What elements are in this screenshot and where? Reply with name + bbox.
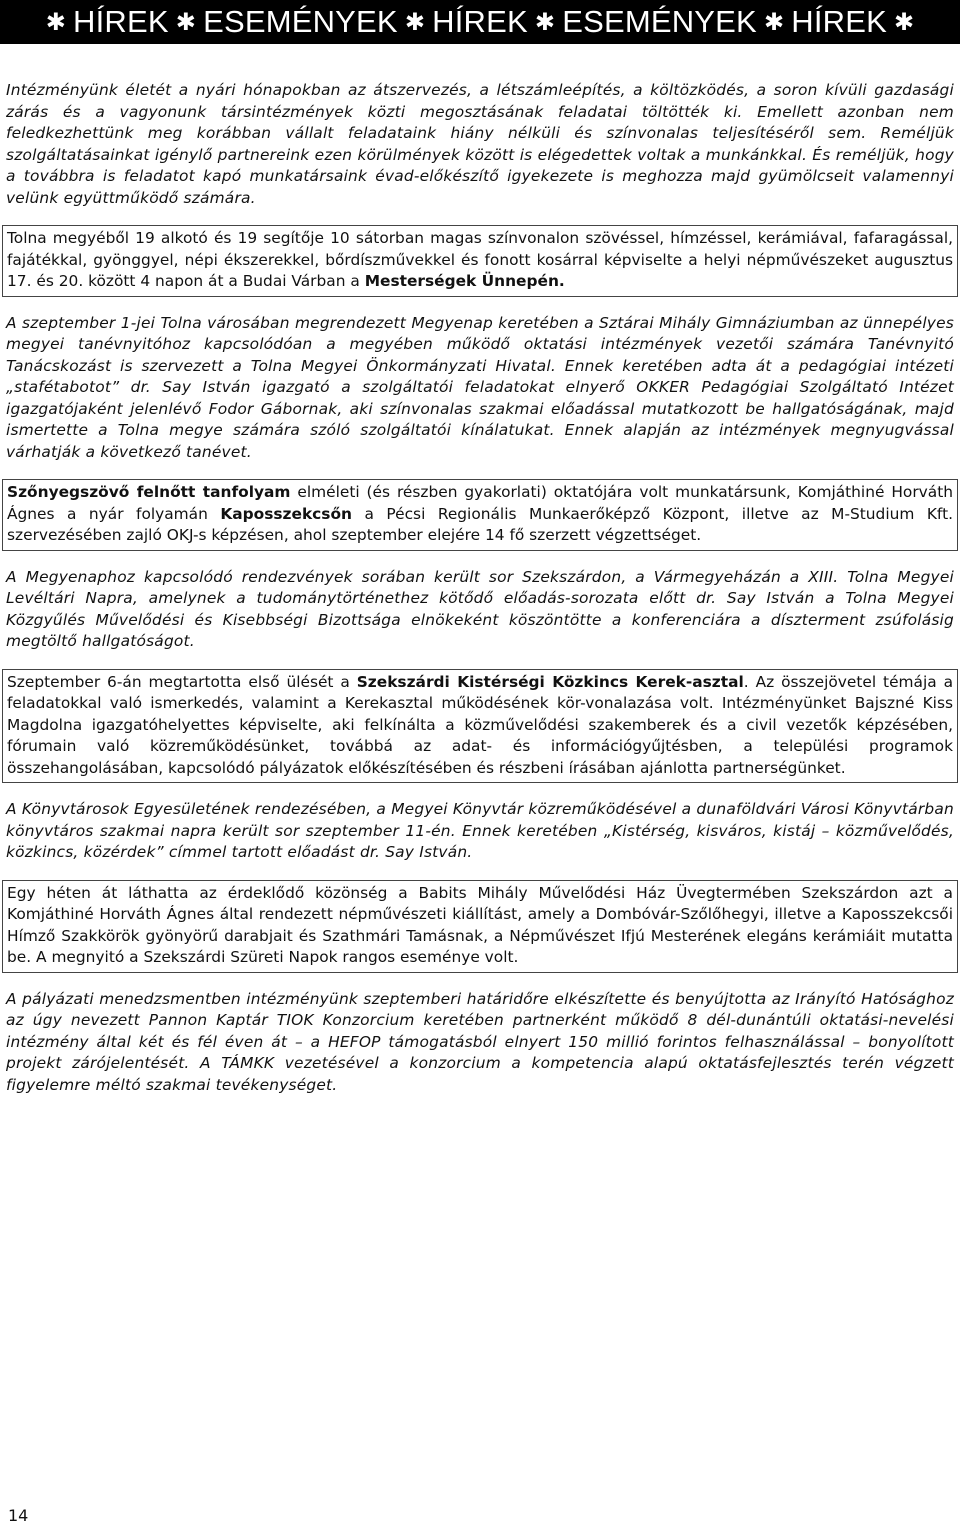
paragraph-text: Tolna megyéből 19 alkotó és 19 segítője 10 sátorban magas színvonalon szövéssel, hímzéssel, kerámiával, fafaragással, fajátékkal, gyönggyel, népi ékszerekkel, bőrdíszművekkel és fonott kosárral képviselte a helyi népművészeket augusztus 17. és 20. között 4 napon át a Budai Várban a	[7, 229, 953, 290]
paragraph-intro: Intézményünk életét a nyári hónapokban az átszervezés, a létszámleépítés, a költözködés, a soron kívüli gazdasági zárás és a vagyonunk társintézmények közti megosztásának feladatai töltötték ki. Emellett azonban nem feledkezhettünk meg korábban vállalt feladataink hiány nélküli és színvonalas teljesítéséről sem. Reméljük szolgáltatásainkat igénylő partnereink ezen körülmények között is elégedettek voltak a munkánkkal. És reméljük, hogy a továbbra is feladatot kapó munkatársaink évad-előkészítő igyekezete is meghozza majd gyümölcseit valamennyi velünk együttműködő számára.	[6, 81, 954, 207]
paragraph-leveltari-nap: A Megyenaphoz kapcsolódó rendezvények sorában került sor Szekszárdon, a Vármegyeházán a XIII. Tolna Megyei Levéltári Napra, amelynek a tudománytörténethez kötődő előadás-sorozata előtt dr. Say István a Tolna Megyei Közgyűlés Művelődési és Kisebbségi Bizottsága elnökeként köszöntötte a konferenciára a díszterment zsúfolásig megtöltő hallgatóságot.	[6, 567, 954, 650]
header-word: HÍREK	[73, 4, 169, 39]
header-word: ESEMÉNYEK	[203, 4, 398, 39]
header-word: ESEMÉNYEK	[562, 4, 757, 39]
course-name: Szőnyegszövő felnőtt tanfolyam	[7, 483, 291, 501]
paragraph-konyvtaros-nap: A Könyvtárosok Egyesületének rendezésében, a Megyei Könyvtár közreműködésével a dunaföldvári Városi Könyvtárban könyvtáros szakmai napra került sor szeptember 11-én. Ennek keretében „Kistérség, kisváros, kistáj – közművelődés, közkincs, közérdek” címmel tartott előadást dr. Say István.	[6, 800, 954, 861]
page-number: 14	[8, 1506, 29, 1525]
roundtable-name: Szekszárdi Kistérségi Közkincs Kerek-asztal	[356, 672, 744, 691]
paragraph-megyenap: A szeptember 1-jei Tolna városában megrendezett Megyenap keretében a Sztárai Mihály Gimnáziumban az ünnepélyes megyei tanévnyitóhoz kapcsolódóan a megyében működő oktatási intézmények vezetői számára Tanévnyitó Tanácskozást is szervezett a Tolna Megyei Önkormányzati Hivatal. Ennek keretében adta át a pedagógiai intézeti „stafétabotot” dr. Say István igazgató a szolgáltatói feladatokat elnyerő OKKER Pedagógiai Szolgáltató Intézet igazgatójaként jelenlévő Fodor Gábornak, aki színvonalas szakmai előadással mutatkozott be hallgatóságának, majd ismertette a Tolna megye számára szóló szolgáltatói kínálatukat. Ennek alapján az intézmények megnyugvással várhatják a következő tanévet.	[6, 313, 954, 461]
asterisk-icon: ✱	[45, 8, 66, 36]
paragraph-text: elméleti (és részben gyakorlati) oktatójára volt munkatársunk, Komjáthiné Horváth Ágnes a nyár folyamán	[7, 483, 953, 523]
paragraph-szonyegszovo	[2, 479, 958, 551]
paragraph-text: a Pécsi Regionális Munkaerőképző Központ, illetve az M-Studium Kft. szervezésében zajló OKJ-s képzésen, ahol szeptember elejére 14 fő szerzett végzettséget.	[7, 504, 953, 544]
asterisk-icon: ✱	[763, 8, 785, 36]
event-name: Mesterségek Ünnepén.	[364, 272, 565, 290]
article-content	[6, 80, 954, 1112]
paragraph-mestersegek-unnepe	[2, 225, 958, 297]
header-word: HÍREK	[791, 4, 887, 39]
paragraph-palyazat: A pályázati menedzsmentben intézményünk szeptemberi határidőre elkészítette és benyújtotta az Irányító Hatósághoz az úgy nevezett Pannon Kaptár TIOK Konzorcium keretében partnerként működő 8 dél-dunántúli oktatási-nevelési intézmény által két és fél éven át – a HEFOP támogatásból elnyert 150 millió forintos felhasználással – bonyolított projekt zárójelentését. A TÁMKK vezetésével a konzorcium a kompetencia alapú oktatásfejlesztés terén végzett figyelemre méltó szakmai tevékenységet.	[6, 989, 954, 1094]
asterisk-icon: ✱	[534, 8, 556, 36]
asterisk-icon: ✱	[175, 8, 197, 36]
paragraph-text: . Az összejövetel témája a feladatokkal való ismerkedés, valamint a Kerekasztal működésének kör-vonalazása volt. Intézményünket Bajszné Kiss Magdolna igazgatóhelyettes képviselte, aki felkínálta a közművelődési szakemberek és a civil vezetők képzésében, fórumain való közreműködésünket, továbbá az adat- és információgyűjtésben, a települési programok összehangolásában, kapcsolódó pályázatok előkészítésében és részbeni írásában ajánlotta partnerségünket.	[7, 672, 954, 777]
place-name: Kaposszekcsőn	[220, 504, 352, 523]
header-word: HÍREK	[432, 4, 528, 39]
paragraph-kerekasztal	[2, 669, 958, 784]
section-header-banner	[0, 0, 960, 44]
paragraph-kiallitas: Egy héten át láthatta az érdeklődő közönség a Babits Mihály Művelődési Ház Üvegtermében Szekszárdon azt a Komjáthiné Horváth Ágnes által rendezett népművészeti kiállítást, amely a Dombóvár-Szőlőhegyi, illetve a Kaposszekcsői Hímző Szakkörök gyönyörű darabjait és Szathmári Tamásnak, a Népművészet Ifjú Mesterének elegáns kerámiáit mutatta be. A megnyitó a Szekszárdi Szüreti Napok rangos eseménye volt.	[2, 880, 958, 973]
asterisk-icon: ✱	[404, 8, 426, 36]
asterisk-icon: ✱	[894, 8, 915, 36]
paragraph-text: Szeptember 6-án megtartotta első ülését a	[7, 672, 357, 691]
